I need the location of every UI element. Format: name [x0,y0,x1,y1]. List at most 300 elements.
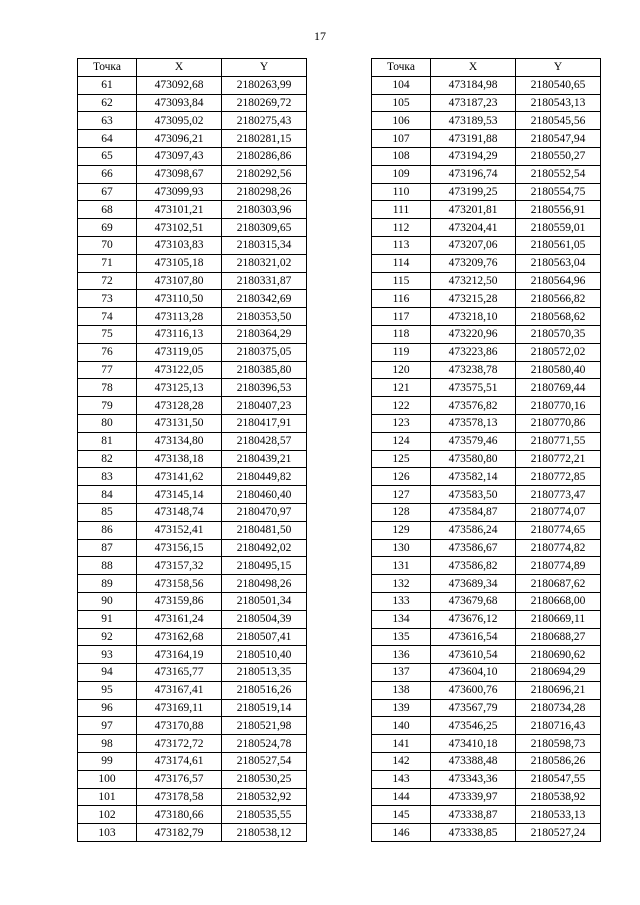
table-row [78,290,307,308]
cell-point: 94 [78,664,137,682]
table-row [78,379,307,397]
cell-y: 2180275,43 [222,112,307,130]
cell-y: 2180524,78 [222,735,307,753]
cell-x: 473167,41 [137,681,222,699]
table-row [372,165,601,183]
cell-y: 2180586,26 [516,753,601,771]
header-x: X [137,59,222,77]
cell-point: 76 [78,343,137,361]
cell-y: 2180501,34 [222,592,307,610]
cell-y: 2180734,28 [516,699,601,717]
cell-x: 473580,80 [431,450,516,468]
cell-y: 2180538,92 [516,788,601,806]
cell-y: 2180532,92 [222,788,307,806]
cell-x: 473148,74 [137,503,222,521]
cell-y: 2180568,62 [516,308,601,326]
cell-y: 2180772,21 [516,450,601,468]
cell-y: 2180516,26 [222,681,307,699]
cell-x: 473600,76 [431,681,516,699]
cell-y: 2180572,02 [516,343,601,361]
table-row [372,681,601,699]
cell-y: 2180556,91 [516,201,601,219]
cell-y: 2180540,65 [516,76,601,94]
cell-x: 473103,83 [137,236,222,254]
table-row [372,361,601,379]
cell-x: 473220,96 [431,325,516,343]
cell-y: 2180375,05 [222,343,307,361]
cell-point: 121 [372,379,431,397]
cell-y: 2180470,97 [222,503,307,521]
cell-point: 135 [372,628,431,646]
cell-y: 2180669,11 [516,610,601,628]
cell-point: 123 [372,414,431,432]
cell-point: 127 [372,486,431,504]
cell-point: 66 [78,165,137,183]
cell-point: 73 [78,290,137,308]
cell-x: 473110,50 [137,290,222,308]
cell-point: 96 [78,699,137,717]
cell-x: 473610,54 [431,646,516,664]
cell-y: 2180269,72 [222,94,307,112]
cell-y: 2180772,85 [516,468,601,486]
table-row [372,575,601,593]
table-row [372,290,601,308]
cell-x: 473689,34 [431,575,516,593]
cell-y: 2180460,40 [222,486,307,504]
table-row [372,325,601,343]
table-row [372,183,601,201]
cell-point: 140 [372,717,431,735]
table-row [78,414,307,432]
table-row [78,254,307,272]
table-row [78,343,307,361]
cell-point: 72 [78,272,137,290]
cell-point: 64 [78,130,137,148]
cell-y: 2180543,13 [516,94,601,112]
cell-point: 117 [372,308,431,326]
cell-x: 473128,28 [137,397,222,415]
table-row [372,646,601,664]
cell-y: 2180533,13 [516,806,601,824]
cell-y: 2180292,56 [222,165,307,183]
table-row [78,753,307,771]
cell-x: 473161,24 [137,610,222,628]
cell-y: 2180770,86 [516,414,601,432]
cell-point: 115 [372,272,431,290]
cell-y: 2180315,34 [222,236,307,254]
table-row [78,486,307,504]
cell-point: 105 [372,94,431,112]
cell-point: 79 [78,397,137,415]
cell-x: 473122,05 [137,361,222,379]
table-row [78,788,307,806]
cell-y: 2180521,98 [222,717,307,735]
cell-y: 2180668,00 [516,592,601,610]
cell-y: 2180407,23 [222,397,307,415]
cell-x: 473107,80 [137,272,222,290]
cell-y: 2180342,69 [222,290,307,308]
cell-x: 473194,29 [431,147,516,165]
cell-point: 92 [78,628,137,646]
table-row [78,236,307,254]
cell-point: 74 [78,308,137,326]
table-row [372,735,601,753]
table-row [78,361,307,379]
cell-point: 133 [372,592,431,610]
cell-point: 108 [372,147,431,165]
table-row [372,557,601,575]
cell-x: 473158,56 [137,575,222,593]
table-row [78,521,307,539]
cell-x: 473238,78 [431,361,516,379]
cell-point: 116 [372,290,431,308]
cell-point: 90 [78,592,137,610]
table-row [78,664,307,682]
cell-x: 473105,18 [137,254,222,272]
cell-y: 2180309,65 [222,219,307,237]
cell-point: 107 [372,130,431,148]
coordinates-table-right [371,58,601,842]
coordinates-table-left [77,58,307,842]
cell-y: 2180559,01 [516,219,601,237]
cell-point: 80 [78,414,137,432]
cell-point: 77 [78,361,137,379]
table-row [78,646,307,664]
cell-x: 473338,87 [431,806,516,824]
cell-y: 2180519,14 [222,699,307,717]
header-point: Точка [372,59,431,77]
table-row [78,130,307,148]
cell-x: 473218,10 [431,308,516,326]
table-row [372,592,601,610]
cell-x: 473096,21 [137,130,222,148]
cell-point: 70 [78,236,137,254]
cell-y: 2180510,40 [222,646,307,664]
cell-y: 2180554,75 [516,183,601,201]
header-point: Точка [78,59,137,77]
header-x: X [431,59,516,77]
table-row [78,450,307,468]
cell-point: 81 [78,432,137,450]
cell-y: 2180771,55 [516,432,601,450]
cell-x: 473215,28 [431,290,516,308]
table-body [372,76,601,841]
cell-y: 2180439,21 [222,450,307,468]
cell-x: 473095,02 [137,112,222,130]
table-row [78,824,307,842]
cell-y: 2180396,53 [222,379,307,397]
cell-point: 75 [78,325,137,343]
table-row [372,94,601,112]
cell-x: 473586,82 [431,557,516,575]
table-row [78,717,307,735]
cell-x: 473578,13 [431,414,516,432]
cell-y: 2180564,96 [516,272,601,290]
cell-x: 473174,61 [137,753,222,771]
table-row [78,699,307,717]
cell-point: 93 [78,646,137,664]
cell-x: 473586,24 [431,521,516,539]
cell-x: 473579,46 [431,432,516,450]
cell-point: 67 [78,183,137,201]
cell-y: 2180530,25 [222,770,307,788]
cell-x: 473134,80 [137,432,222,450]
cell-point: 69 [78,219,137,237]
cell-y: 2180694,29 [516,664,601,682]
cell-x: 473092,68 [137,76,222,94]
cell-x: 473388,48 [431,753,516,771]
cell-x: 473159,86 [137,592,222,610]
table-row [78,201,307,219]
cell-y: 2180535,55 [222,806,307,824]
cell-y: 2180688,27 [516,628,601,646]
cell-x: 473604,10 [431,664,516,682]
table-body [78,76,307,841]
cell-y: 2180513,35 [222,664,307,682]
cell-y: 2180716,43 [516,717,601,735]
table-row [372,539,601,557]
table-row [372,201,601,219]
cell-y: 2180687,62 [516,575,601,593]
cell-point: 144 [372,788,431,806]
table-row [372,254,601,272]
cell-y: 2180321,02 [222,254,307,272]
cell-y: 2180364,29 [222,325,307,343]
cell-x: 473178,58 [137,788,222,806]
table-row [372,414,601,432]
table-row [372,379,601,397]
table-row [78,503,307,521]
cell-point: 129 [372,521,431,539]
cell-point: 145 [372,806,431,824]
cell-x: 473223,86 [431,343,516,361]
cell-y: 2180303,96 [222,201,307,219]
cell-point: 131 [372,557,431,575]
table-row [372,147,601,165]
table-row [78,308,307,326]
cell-point: 143 [372,770,431,788]
cell-x: 473141,62 [137,468,222,486]
table-row [78,539,307,557]
table-row [372,788,601,806]
cell-point: 83 [78,468,137,486]
cell-point: 118 [372,325,431,343]
table-row [372,343,601,361]
cell-x: 473676,12 [431,610,516,628]
cell-point: 132 [372,575,431,593]
cell-point: 113 [372,236,431,254]
table-row [78,147,307,165]
cell-y: 2180495,15 [222,557,307,575]
cell-point: 84 [78,486,137,504]
cell-y: 2180449,82 [222,468,307,486]
table-row [78,165,307,183]
cell-x: 473099,93 [137,183,222,201]
cell-x: 473131,50 [137,414,222,432]
cell-y: 2180507,41 [222,628,307,646]
cell-x: 473209,76 [431,254,516,272]
cell-point: 71 [78,254,137,272]
cell-point: 68 [78,201,137,219]
cell-point: 95 [78,681,137,699]
table-header-row [372,59,601,77]
cell-y: 2180298,26 [222,183,307,201]
cell-y: 2180353,50 [222,308,307,326]
cell-x: 473119,05 [137,343,222,361]
table-row [78,468,307,486]
cell-point: 109 [372,165,431,183]
cell-x: 473212,50 [431,272,516,290]
cell-point: 126 [372,468,431,486]
table-row [78,681,307,699]
table-row [372,308,601,326]
cell-x: 473116,13 [137,325,222,343]
cell-x: 473101,21 [137,201,222,219]
cell-x: 473338,85 [431,824,516,842]
table-row [372,610,601,628]
cell-x: 473196,74 [431,165,516,183]
cell-point: 86 [78,521,137,539]
cell-y: 2180552,54 [516,165,601,183]
cell-point: 141 [372,735,431,753]
cell-x: 473162,68 [137,628,222,646]
cell-x: 473145,14 [137,486,222,504]
cell-x: 473152,41 [137,521,222,539]
cell-x: 473156,15 [137,539,222,557]
cell-x: 473343,36 [431,770,516,788]
cell-point: 63 [78,112,137,130]
header-y: Y [516,59,601,77]
cell-point: 98 [78,735,137,753]
cell-y: 2180563,04 [516,254,601,272]
table-row [372,397,601,415]
table-row [372,806,601,824]
cell-y: 2180774,89 [516,557,601,575]
table-row [78,219,307,237]
cell-point: 85 [78,503,137,521]
table-row [78,112,307,130]
table-row [372,76,601,94]
cell-x: 473582,14 [431,468,516,486]
cell-y: 2180773,47 [516,486,601,504]
cell-y: 2180774,82 [516,539,601,557]
cell-x: 473169,11 [137,699,222,717]
cell-point: 103 [78,824,137,842]
table-row [78,610,307,628]
cell-point: 128 [372,503,431,521]
cell-point: 78 [78,379,137,397]
cell-x: 473165,77 [137,664,222,682]
cell-x: 473199,25 [431,183,516,201]
cell-point: 120 [372,361,431,379]
cell-point: 88 [78,557,137,575]
table-row [372,824,601,842]
table-row [78,325,307,343]
cell-y: 2180547,55 [516,770,601,788]
table-row [372,112,601,130]
table-row [78,735,307,753]
cell-x: 473102,51 [137,219,222,237]
cell-y: 2180696,21 [516,681,601,699]
table-row [78,557,307,575]
cell-point: 61 [78,76,137,94]
table-row [78,592,307,610]
table-row [78,770,307,788]
cell-point: 111 [372,201,431,219]
cell-point: 124 [372,432,431,450]
table-row [78,94,307,112]
table-row [372,521,601,539]
cell-point: 125 [372,450,431,468]
cell-x: 473584,87 [431,503,516,521]
cell-point: 106 [372,112,431,130]
cell-x: 473113,28 [137,308,222,326]
cell-y: 2180769,44 [516,379,601,397]
cell-x: 473138,18 [137,450,222,468]
cell-point: 114 [372,254,431,272]
cell-y: 2180263,99 [222,76,307,94]
cell-point: 65 [78,147,137,165]
cell-x: 473616,54 [431,628,516,646]
cell-point: 87 [78,539,137,557]
cell-y: 2180580,40 [516,361,601,379]
table-row [372,272,601,290]
cell-point: 99 [78,753,137,771]
table-row [372,432,601,450]
cell-y: 2180545,56 [516,112,601,130]
cell-x: 473187,23 [431,94,516,112]
table-row [372,699,601,717]
cell-y: 2180492,02 [222,539,307,557]
cell-point: 101 [78,788,137,806]
cell-x: 473176,57 [137,770,222,788]
cell-x: 473201,81 [431,201,516,219]
cell-y: 2180547,94 [516,130,601,148]
cell-point: 122 [372,397,431,415]
cell-x: 473097,43 [137,147,222,165]
cell-point: 62 [78,94,137,112]
cell-y: 2180774,07 [516,503,601,521]
cell-point: 91 [78,610,137,628]
cell-y: 2180498,26 [222,575,307,593]
table-row [78,272,307,290]
cell-point: 102 [78,806,137,824]
cell-y: 2180428,57 [222,432,307,450]
cell-y: 2180538,12 [222,824,307,842]
table-row [372,468,601,486]
table-row [372,628,601,646]
table-row [372,503,601,521]
cell-x: 473172,72 [137,735,222,753]
cell-point: 134 [372,610,431,628]
table-header-row [78,59,307,77]
cell-point: 110 [372,183,431,201]
cell-x: 473339,97 [431,788,516,806]
cell-x: 473125,13 [137,379,222,397]
cell-point: 119 [372,343,431,361]
cell-point: 146 [372,824,431,842]
cell-y: 2180690,62 [516,646,601,664]
table-row [78,183,307,201]
cell-y: 2180598,73 [516,735,601,753]
table-row [372,219,601,237]
cell-y: 2180504,39 [222,610,307,628]
table-row [372,717,601,735]
cell-point: 112 [372,219,431,237]
table-row [78,806,307,824]
cell-y: 2180561,05 [516,236,601,254]
cell-x: 473093,84 [137,94,222,112]
